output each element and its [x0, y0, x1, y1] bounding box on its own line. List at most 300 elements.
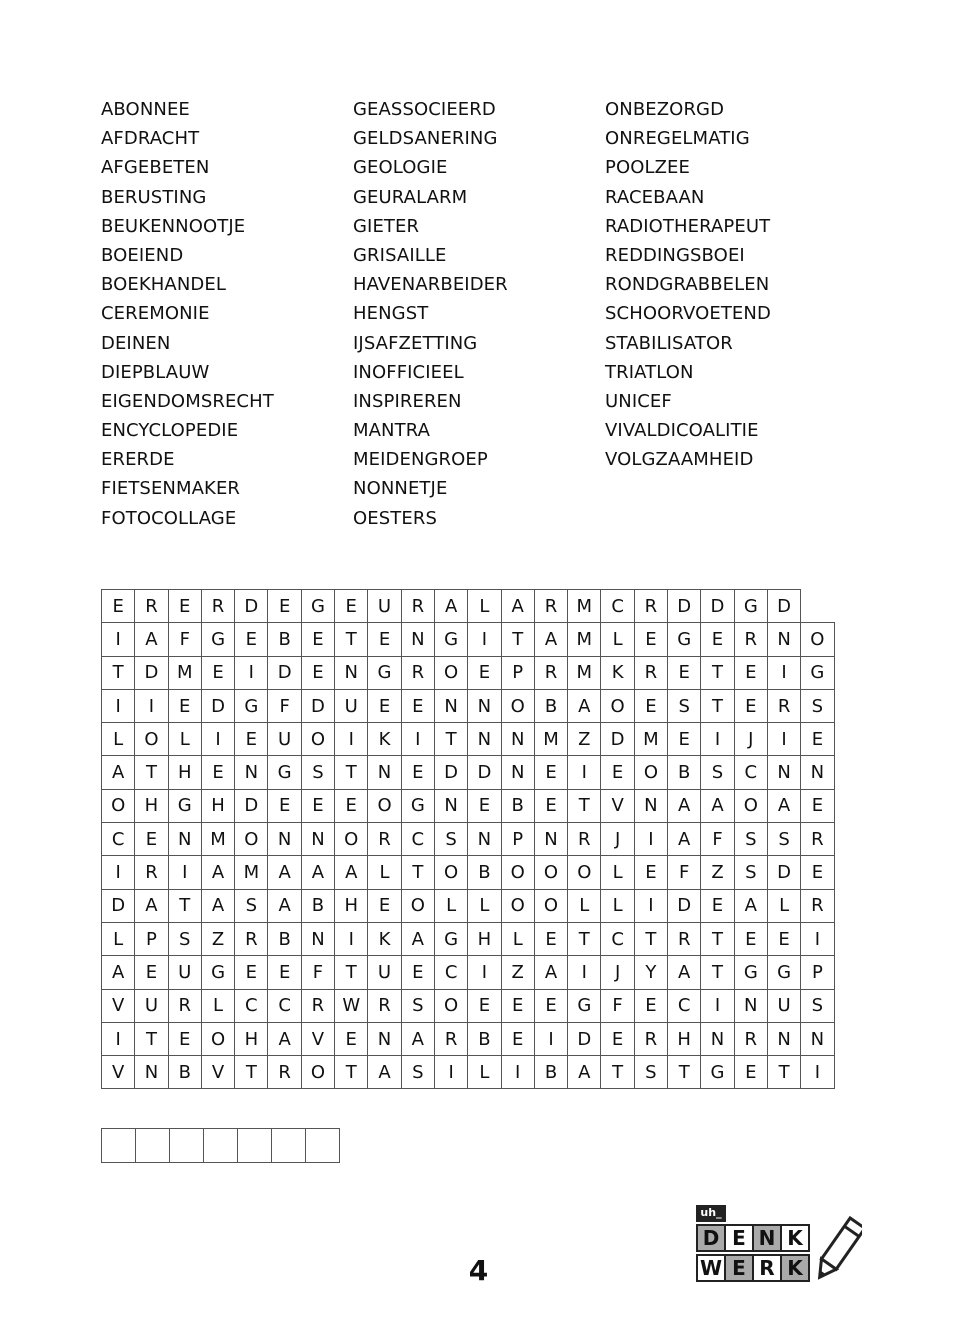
grid-cell: O — [102, 789, 135, 822]
logo-row-denk — [696, 1224, 808, 1252]
grid-cell: D — [701, 590, 734, 623]
word-item: SCHOORVOETEND — [605, 303, 771, 325]
grid-cell: F — [268, 689, 301, 722]
word-item: EIGENDOMSRECHT — [101, 390, 274, 412]
grid-cell: N — [801, 1022, 834, 1055]
grid-cell: S — [734, 823, 767, 856]
word-item: INOFFICIEEL — [353, 361, 464, 383]
grid-cell: R — [734, 1022, 767, 1055]
grid-cell: G — [734, 590, 767, 623]
grid-cell: O — [568, 856, 601, 889]
grid-cell: N — [301, 823, 334, 856]
grid-cell: V — [201, 1056, 234, 1089]
grid-cell: O — [501, 689, 534, 722]
grid-cell: E — [734, 689, 767, 722]
grid-cell: T — [701, 656, 734, 689]
grid-cell: S — [668, 689, 701, 722]
grid-cell: D — [668, 889, 701, 922]
word-item: MANTRA — [353, 420, 430, 442]
grid-cell: P — [501, 823, 534, 856]
grid-row — [102, 756, 835, 789]
grid-cell: R — [801, 823, 834, 856]
grid-cell: E — [201, 756, 234, 789]
grid-cell: K — [368, 723, 401, 756]
grid-cell: D — [434, 756, 467, 789]
grid-cell: I — [801, 922, 834, 955]
grid-cell: R — [201, 590, 234, 623]
grid-cell: O — [634, 756, 667, 789]
word-item: TRIATLON — [605, 361, 694, 383]
answer-box[interactable] — [272, 1129, 306, 1163]
grid-cell: A — [301, 856, 334, 889]
grid-cell: S — [235, 889, 268, 922]
grid-cell: S — [801, 989, 834, 1022]
grid-cell: E — [168, 1022, 201, 1055]
grid-cell: E — [135, 823, 168, 856]
grid-row — [102, 689, 835, 722]
grid-cell: I — [701, 989, 734, 1022]
grid-cell: B — [534, 689, 567, 722]
answer-box[interactable] — [102, 1129, 136, 1163]
grid-cell: R — [135, 590, 168, 623]
grid-cell: H — [468, 922, 501, 955]
grid-cell: Z — [201, 922, 234, 955]
grid-cell: H — [201, 789, 234, 822]
grid-cell: N — [301, 922, 334, 955]
grid-cell: C — [268, 989, 301, 1022]
grid-cell: U — [767, 989, 800, 1022]
grid-cell: P — [801, 956, 834, 989]
grid-cell: I — [335, 723, 368, 756]
grid-cell: E — [468, 789, 501, 822]
grid-cell: I — [135, 689, 168, 722]
grid-cell: T — [568, 789, 601, 822]
grid-cell: I — [568, 756, 601, 789]
grid-cell: L — [468, 590, 501, 623]
grid-cell: E — [534, 789, 567, 822]
grid-cell: A — [268, 1022, 301, 1055]
grid-cell: N — [434, 789, 467, 822]
grid-cell: I — [235, 656, 268, 689]
grid-cell: R — [368, 989, 401, 1022]
grid-cell: I — [767, 656, 800, 689]
grid-cell: D — [135, 656, 168, 689]
grid-cell: I — [534, 1022, 567, 1055]
grid-cell: V — [301, 1022, 334, 1055]
grid-row — [102, 1056, 835, 1089]
grid-cell: N — [268, 823, 301, 856]
grid-cell: E — [135, 956, 168, 989]
grid-row — [102, 590, 835, 623]
grid-cell: E — [701, 889, 734, 922]
grid-cell: L — [102, 922, 135, 955]
grid-cell: A — [135, 623, 168, 656]
grid-cell: L — [468, 889, 501, 922]
grid-cell: E — [301, 623, 334, 656]
grid-cell: G — [801, 656, 834, 689]
grid-cell: F — [701, 823, 734, 856]
grid-cell: R — [801, 889, 834, 922]
grid-cell: N — [135, 1056, 168, 1089]
grid-cell: A — [668, 956, 701, 989]
grid-cell: O — [135, 723, 168, 756]
grid-cell: G — [668, 623, 701, 656]
grid-cell: I — [468, 623, 501, 656]
grid-cell: R — [235, 922, 268, 955]
grid-cell: D — [468, 756, 501, 789]
answer-box[interactable] — [170, 1129, 204, 1163]
grid-cell: E — [501, 1022, 534, 1055]
grid-cell: T — [701, 956, 734, 989]
grid-cell: G — [734, 956, 767, 989]
answer-box[interactable] — [238, 1129, 272, 1163]
grid-row — [102, 1022, 835, 1055]
grid-cell: S — [168, 922, 201, 955]
grid-cell: R — [401, 656, 434, 689]
grid-cell: U — [335, 689, 368, 722]
grid-cell: A — [568, 689, 601, 722]
grid-cell: L — [102, 723, 135, 756]
grid-cell: U — [135, 989, 168, 1022]
grid-cell: R — [634, 656, 667, 689]
grid-cell: I — [401, 723, 434, 756]
grid-cell: G — [401, 789, 434, 822]
grid-cell: E — [168, 689, 201, 722]
answer-box[interactable] — [204, 1129, 238, 1163]
grid-cell: M — [201, 823, 234, 856]
grid-cell: E — [335, 789, 368, 822]
grid-cell: I — [634, 889, 667, 922]
word-item: VIVALDICOALITIE — [605, 420, 759, 442]
grid-cell: D — [668, 590, 701, 623]
grid-cell: N — [335, 656, 368, 689]
grid-cell: A — [568, 1056, 601, 1089]
grid-cell: M — [235, 856, 268, 889]
grid-row — [102, 789, 835, 822]
grid-cell: N — [368, 756, 401, 789]
grid-cell: R — [734, 623, 767, 656]
grid-cell: P — [135, 922, 168, 955]
grid-cell: A — [734, 889, 767, 922]
grid-cell: A — [268, 856, 301, 889]
grid-cell: E — [734, 922, 767, 955]
grid-cell: M — [568, 656, 601, 689]
grid-cell: L — [468, 1056, 501, 1089]
grid-cell: T — [767, 1056, 800, 1089]
grid-cell: U — [368, 590, 401, 623]
grid-cell: L — [601, 856, 634, 889]
grid-cell: D — [235, 590, 268, 623]
page-number: 4 — [468, 1254, 489, 1287]
grid-cell: S — [401, 1056, 434, 1089]
grid-row — [102, 956, 835, 989]
grid-cell: G — [767, 956, 800, 989]
grid-cell: F — [668, 856, 701, 889]
grid-cell: U — [168, 956, 201, 989]
grid-cell: R — [434, 1022, 467, 1055]
grid-cell: H — [335, 889, 368, 922]
grid-cell: N — [468, 723, 501, 756]
grid-cell: T — [135, 756, 168, 789]
grid-cell: E — [534, 922, 567, 955]
grid-cell: E — [102, 590, 135, 623]
grid-cell: A — [102, 756, 135, 789]
grid-cell: T — [135, 1022, 168, 1055]
grid-cell: O — [434, 656, 467, 689]
word-item: REDDINGSBOEI — [605, 244, 745, 266]
grid-cell: E — [468, 656, 501, 689]
grid-cell: A — [268, 889, 301, 922]
word-item: ENCYCLOPEDIE — [101, 420, 239, 442]
word-item: BOEIEND — [101, 244, 184, 266]
logo-letter: E — [724, 1254, 754, 1282]
grid-cell: N — [468, 823, 501, 856]
grid-cell: T — [501, 623, 534, 656]
grid-cell: O — [734, 789, 767, 822]
grid-cell: H — [168, 756, 201, 789]
grid-cell: O — [301, 1056, 334, 1089]
grid-cell: R — [368, 823, 401, 856]
word-item: RADIOTHERAPEUT — [605, 215, 771, 237]
grid-cell: E — [401, 689, 434, 722]
grid-cell: O — [501, 856, 534, 889]
grid-cell: I — [335, 922, 368, 955]
grid-cell: G — [301, 590, 334, 623]
grid-cell: J — [734, 723, 767, 756]
grid-cell: D — [601, 723, 634, 756]
grid-cell: G — [568, 989, 601, 1022]
grid-cell: V — [601, 789, 634, 822]
word-item: OESTERS — [353, 507, 437, 529]
word-item: FIETSENMAKER — [101, 478, 241, 500]
grid-cell: V — [102, 1056, 135, 1089]
grid-cell: L — [767, 889, 800, 922]
grid-cell: A — [767, 789, 800, 822]
answer-box[interactable] — [306, 1129, 340, 1163]
grid-cell: J — [601, 823, 634, 856]
grid-cell: D — [301, 689, 334, 722]
grid-cell: O — [201, 1022, 234, 1055]
grid-cell: R — [135, 856, 168, 889]
grid-row — [102, 989, 835, 1022]
grid-cell: B — [501, 789, 534, 822]
grid-cell: B — [268, 623, 301, 656]
word-item: AFGEBETEN — [101, 157, 210, 179]
grid-cell: G — [434, 623, 467, 656]
grid-cell: B — [468, 1022, 501, 1055]
logo-letter: W — [696, 1254, 726, 1282]
grid-cell: C — [401, 823, 434, 856]
grid-cell: E — [634, 623, 667, 656]
grid-cell: E — [734, 656, 767, 689]
grid-cell: Z — [568, 723, 601, 756]
grid-cell: D — [767, 590, 800, 623]
grid-cell: G — [235, 689, 268, 722]
grid-cell: C — [668, 989, 701, 1022]
grid-cell: Z — [701, 856, 734, 889]
word-item: GELDSANERING — [353, 128, 498, 150]
grid-cell: O — [534, 856, 567, 889]
grid-cell: N — [634, 789, 667, 822]
grid-cell: E — [601, 756, 634, 789]
grid-cell: E — [301, 789, 334, 822]
word-item: ABONNEE — [101, 99, 190, 120]
grid-cell: B — [668, 756, 701, 789]
grid-cell: R — [668, 922, 701, 955]
grid-cell: N — [767, 623, 800, 656]
grid-cell: O — [434, 856, 467, 889]
grid-cell: E — [368, 689, 401, 722]
word-list — [101, 95, 857, 533]
grid-cell: N — [734, 989, 767, 1022]
grid-cell: A — [701, 789, 734, 822]
grid-cell: E — [268, 789, 301, 822]
grid-cell: S — [767, 823, 800, 856]
grid-cell: E — [368, 623, 401, 656]
grid-cell: M — [634, 723, 667, 756]
grid-cell: E — [801, 856, 834, 889]
grid-row — [102, 856, 835, 889]
word-item: AFDRACHT — [101, 128, 200, 150]
word-item: VOLGZAAMHEID — [605, 449, 754, 471]
grid-cell: G — [368, 656, 401, 689]
grid-cell: I — [102, 623, 135, 656]
grid-cell: N — [767, 1022, 800, 1055]
logo-letter: E — [724, 1224, 754, 1252]
grid-cell: Z — [501, 956, 534, 989]
grid-cell: D — [568, 1022, 601, 1055]
grid-cell: A — [501, 590, 534, 623]
grid-cell: E — [634, 989, 667, 1022]
grid-cell: L — [601, 889, 634, 922]
word-item: INSPIREREN — [353, 390, 462, 412]
word-item: BOEKHANDEL — [101, 274, 226, 296]
grid-cell: K — [368, 922, 401, 955]
grid-cell: I — [168, 856, 201, 889]
grid-cell: O — [434, 989, 467, 1022]
grid-cell: E — [401, 956, 434, 989]
grid-cell: T — [335, 956, 368, 989]
word-item: GRISAILLE — [353, 244, 447, 266]
grid-cell: T — [401, 856, 434, 889]
logo-letter: K — [780, 1224, 810, 1252]
grid-cell: F — [168, 623, 201, 656]
grid-cell: T — [335, 756, 368, 789]
grid-cell: E — [668, 723, 701, 756]
grid-cell: C — [601, 922, 634, 955]
grid-cell: L — [568, 889, 601, 922]
grid-cell: G — [268, 756, 301, 789]
grid-cell: R — [534, 590, 567, 623]
grid-cell: O — [501, 889, 534, 922]
grid-cell: B — [534, 1056, 567, 1089]
grid-row — [102, 656, 835, 689]
grid-cell: A — [434, 590, 467, 623]
grid-cell: E — [368, 889, 401, 922]
grid-cell: N — [401, 623, 434, 656]
grid-cell: O — [401, 889, 434, 922]
grid-cell: A — [534, 623, 567, 656]
grid-cell: T — [701, 922, 734, 955]
grid-cell: A — [201, 856, 234, 889]
grid-cell: E — [668, 656, 701, 689]
grid-cell: N — [168, 823, 201, 856]
grid-cell: E — [701, 623, 734, 656]
grid-cell: M — [568, 623, 601, 656]
word-item: RACEBAAN — [605, 186, 705, 208]
grid-cell: A — [401, 1022, 434, 1055]
grid-cell: R — [268, 1056, 301, 1089]
grid-cell: D — [767, 856, 800, 889]
grid-cell: R — [767, 689, 800, 722]
grid-cell: O — [235, 823, 268, 856]
grid-row — [102, 623, 835, 656]
grid-cell: E — [268, 956, 301, 989]
grid-cell: A — [201, 889, 234, 922]
word-item: HAVENARBEIDER — [353, 274, 508, 296]
grid-cell: B — [268, 922, 301, 955]
word-item: CEREMONIE — [101, 303, 210, 325]
grid-cell: S — [701, 756, 734, 789]
grid-cell: L — [368, 856, 401, 889]
grid-cell: Y — [634, 956, 667, 989]
grid-row — [102, 723, 835, 756]
grid-cell: E — [335, 1022, 368, 1055]
grid-cell: E — [534, 756, 567, 789]
grid-cell: H — [235, 1022, 268, 1055]
grid-cell: G — [201, 623, 234, 656]
grid-cell: E — [401, 756, 434, 789]
grid-cell: F — [601, 989, 634, 1022]
word-item: RONDGRABBELEN — [605, 274, 770, 296]
word-item: ERERDE — [101, 449, 175, 471]
grid-cell: A — [102, 956, 135, 989]
grid-cell: I — [801, 1056, 834, 1089]
grid-cell: H — [135, 789, 168, 822]
answer-box[interactable] — [136, 1129, 170, 1163]
grid-cell: V — [102, 989, 135, 1022]
grid-cell: I — [568, 956, 601, 989]
grid-cell: E — [235, 623, 268, 656]
grid-cell: I — [501, 1056, 534, 1089]
word-item: GEOLOGIE — [353, 157, 448, 179]
grid-cell: M — [568, 590, 601, 623]
grid-cell: U — [268, 723, 301, 756]
grid-cell: E — [201, 656, 234, 689]
grid-cell: I — [201, 723, 234, 756]
grid-cell: L — [501, 922, 534, 955]
logo-tag: uh_ — [696, 1205, 726, 1222]
grid-cell: B — [468, 856, 501, 889]
grid-cell: N — [534, 823, 567, 856]
grid-cell: E — [468, 989, 501, 1022]
grid-cell: N — [501, 756, 534, 789]
grid-cell: G — [168, 789, 201, 822]
grid-cell: R — [534, 656, 567, 689]
grid-cell: I — [701, 723, 734, 756]
word-item: MEIDENGROEP — [353, 449, 488, 471]
word-item: ONBEZORGD — [605, 99, 725, 120]
grid-cell: N — [701, 1022, 734, 1055]
grid-cell: R — [634, 590, 667, 623]
grid-cell: E — [601, 1022, 634, 1055]
logo-letter: D — [696, 1224, 726, 1252]
grid-cell: N — [468, 689, 501, 722]
grid-cell: C — [434, 956, 467, 989]
grid-cell: D — [268, 656, 301, 689]
grid-row — [102, 889, 835, 922]
word-item: GIETER — [353, 215, 420, 237]
